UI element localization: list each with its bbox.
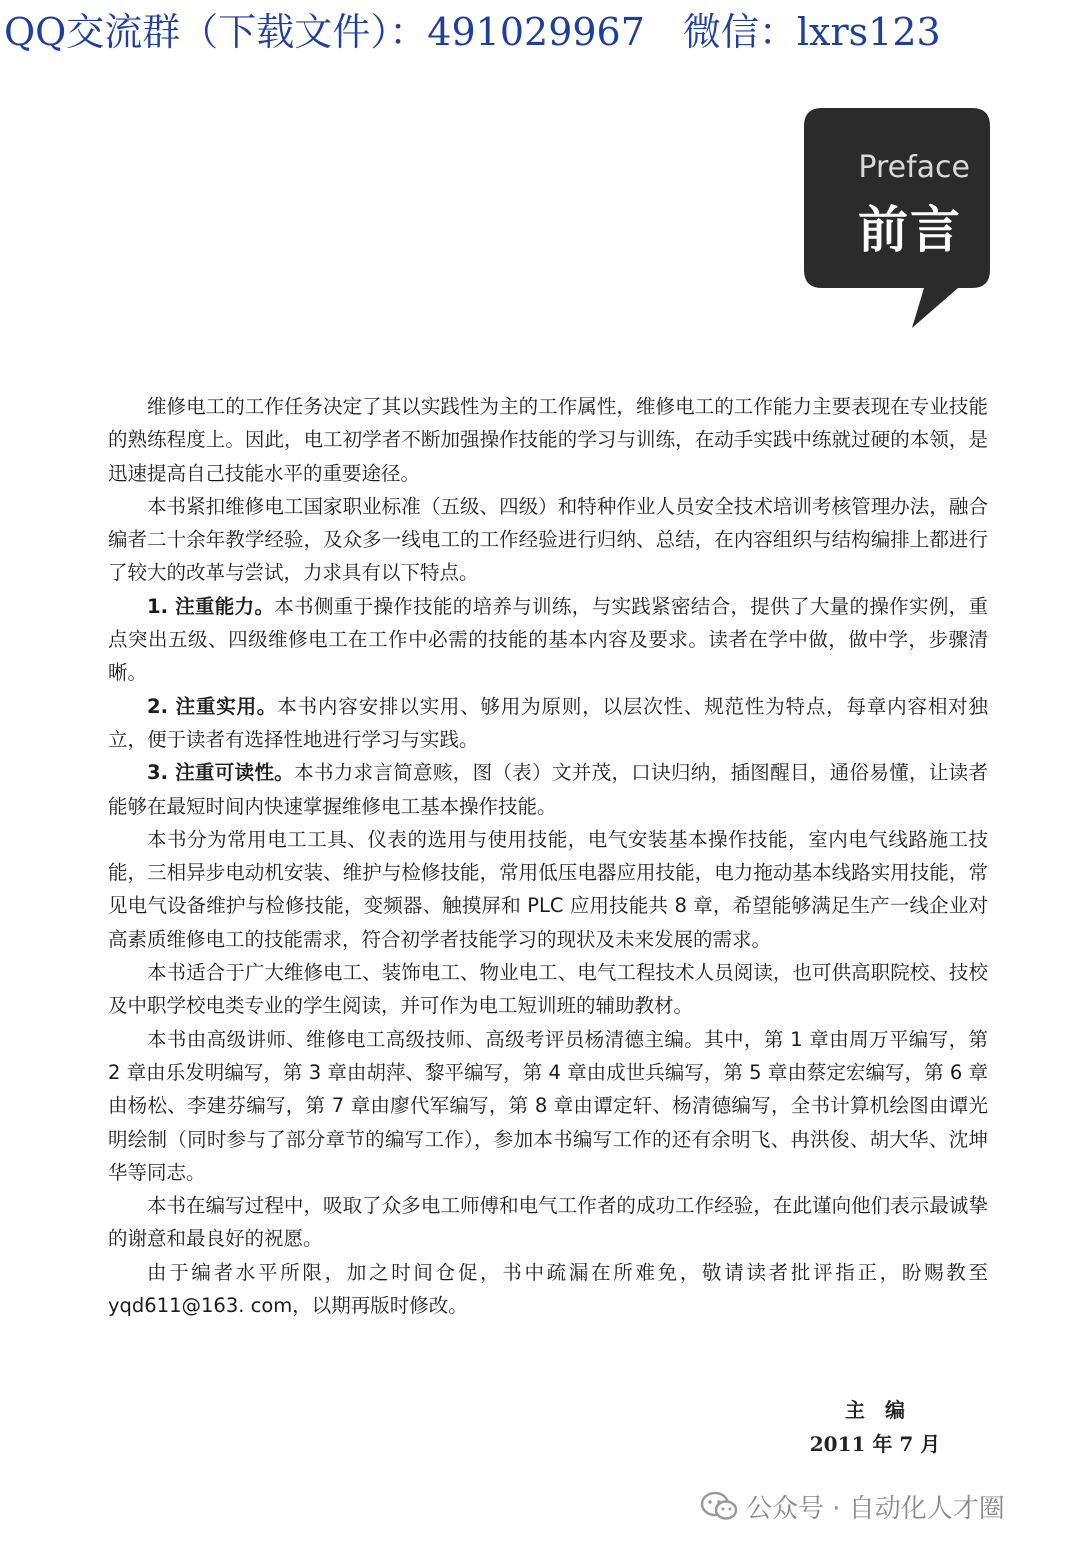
paragraph: 本书在编写过程中，吸取了众多电工师傅和电气工作者的成功工作经验，在此谨向他们表示最诚挚的谢意和最良好的祝愿。 — [108, 1194, 988, 1251]
paragraph: 由于编者水平所限，加之时间仓促，书中疏漏在所难免，敬请读者批评指正，盼赐教至 yqd611@163. com，以期再版时修改。 — [108, 1260, 988, 1318]
paragraph: 本书紧扣维修电工国家职业标准（五级、四级）和特种作业人员安全技术培训考核管理办法，融合编者二十余年教学经验，及众多一线电工的工作经验进行归纳、总结，在内容组织与结构编排上都进行了较大的改革与尝试，力求具有以下特点。 — [108, 494, 988, 585]
paragraph-feature-readability: 3. 注重可读性。本书力求言简意赅，图（表）文并茂，口诀归纳，插图醒目，通俗易懂，让读者能够在最短时间内快速掌握维修电工基本操作技能。 — [108, 761, 988, 818]
footer-watermark — [700, 1486, 1005, 1526]
paragraph-feature-practical: 2. 注重实用。本书内容安排以实用、够用为原则，以层次性、规范性为特点，每章内容相对独立，便于读者有选择性地进行学习与实践。 — [108, 694, 988, 751]
header-banner: QQ交流群（下载文件）：491029967 微信：lxrs123 — [4, 10, 941, 54]
signature — [800, 1393, 950, 1461]
paragraph: 本书由高级讲师、维修电工高级技师、高级考评员杨清德主编。其中，第 1 章由周万平编写，第 2 章由乐发明编写，第 3 章由胡萍、黎平编写，第 4 章由成世兵编写，第 5 章由蔡定宏编写，第 6 章由杨松、李建芬编写，第 7 章由廖代军编写，第 8 章由谭定轩、杨清德编写，全书计算机绘图由谭光明绘制（同时参与了部分章节的编写工作），参加本书编写工作的还有余明飞、冉洪俊、胡大华、沈坤华等同志。 — [108, 1027, 988, 1184]
preface-chinese: 前言 — [858, 201, 962, 259]
signature-date: 2011 年 7 月 — [809, 1432, 941, 1456]
preface-body — [108, 390, 988, 1322]
paragraph-feature-ability: 1. 注重能力。本书侧重于操作技能的培养与训练，与实践紧密结合，提供了大量的操作实例，重点突出五级、四级维修电工在工作中必需的技能的基本内容及要求。读者在学中做，做中学，步骤清晰。 — [108, 594, 988, 685]
wechat-icon — [700, 1491, 738, 1521]
paragraph: 本书分为常用电工工具、仪表的选用与使用技能，电气安装基本操作技能，室内电气线路施工技能，三相异步电动机安装、维护与检修技能，常用低压电器应用技能，电力拖动基本线路实用技能，常见电气设备维护与检修技能，变频器、触摸屏和 PLC 应用技能共 8 章，希望能够满足生产一线企业对高素质维修电工的技能需求，符合初学者技能学习的现状及未来发展的需求。 — [108, 827, 988, 951]
footer-account: 公众号 · 自动化人才圈 — [746, 1493, 1005, 1524]
paragraph: 本书适合于广大维修电工、装饰电工、物业电工、电气工程技术人员阅读，也可供高职院校、技校及中职学校电类专业的学生阅读，并可作为电工短训班的辅助教材。 — [108, 961, 988, 1018]
signature-role: 主 编 — [845, 1398, 905, 1422]
paragraph: 维修电工的工作任务决定了其以实践性为主的工作属性，维修电工的工作能力主要表现在专业技能的熟练程度上。因此，电工初学者不断加强操作技能的学习与训练，在动手实践中练就过硬的本领，是迅速提高自己技能水平的重要途径。 — [108, 395, 988, 485]
preface-english: Preface — [858, 150, 970, 185]
preface-badge — [800, 104, 996, 332]
